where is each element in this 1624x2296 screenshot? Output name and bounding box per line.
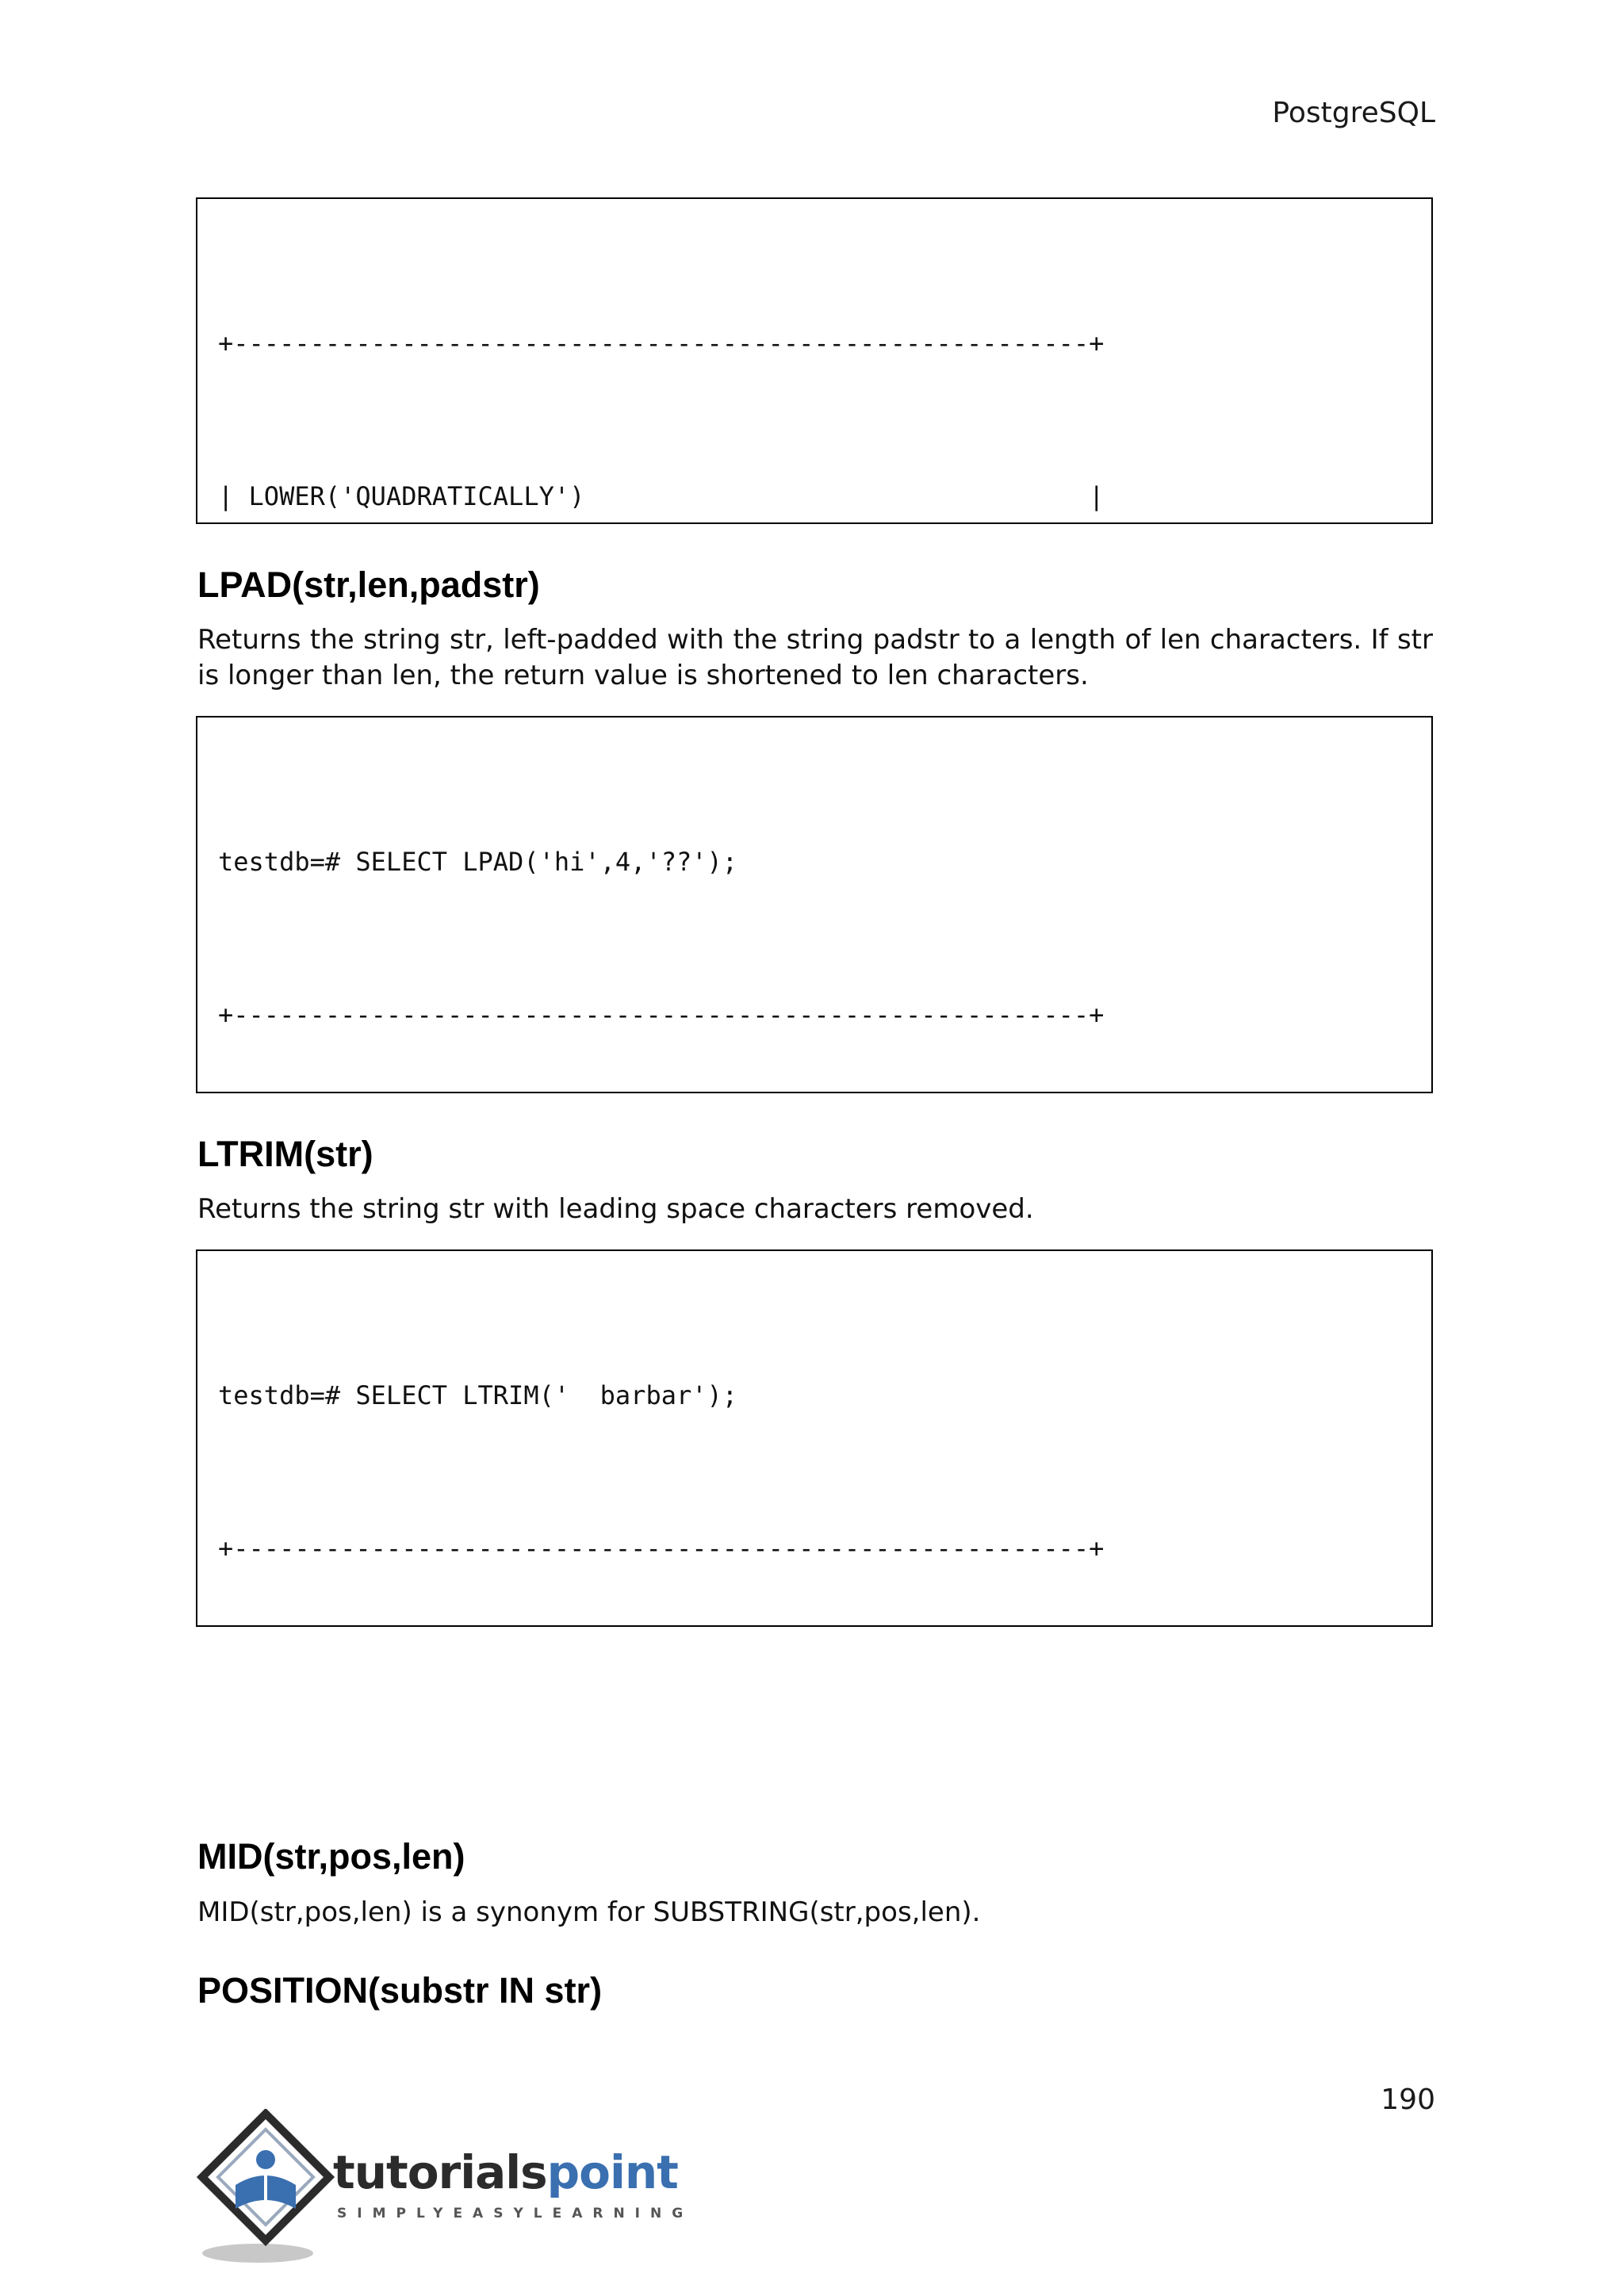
section-description-mid: MID(str,pos,len) is a synonym for SUBSTRING(str,pos,len). [197, 1896, 981, 1928]
section-heading-position: POSITION(substr IN str) [197, 1970, 603, 2011]
logo-diamond-icon [194, 2109, 337, 2267]
code-line: +--------------------------------------------------------+ [218, 1533, 1105, 1563]
code-block-lpad [196, 716, 1433, 1093]
tutorialspoint-logo [194, 2109, 694, 2267]
code-line: | LOWER('QUADRATICALLY') | [218, 480, 1105, 511]
code-line: +--------------------------------------------------------+ [218, 328, 1105, 358]
logo-wordmark: tutorialspoint [333, 2145, 678, 2199]
section-description-lpad: Returns the string str, left-padded with the string padstr to a length of len characters. If str is longer than len, the return value is shortened to len characters. [197, 624, 1433, 691]
code-line: +--------------------------------------------------------+ [218, 999, 1105, 1030]
page-number: 190 [1381, 2084, 1435, 2116]
code-line: testdb=# SELECT LTRIM(' barbar'); [218, 1380, 738, 1410]
running-header: PostgreSQL [1272, 97, 1435, 129]
logo-tagline: SIMPLYEASYLEARNING [337, 2206, 694, 2221]
section-heading-mid: MID(str,pos,len) [197, 1836, 465, 1877]
section-description-ltrim: Returns the string str with leading space characters removed. [197, 1193, 1034, 1225]
section-heading-lpad: LPAD(str,len,padstr) [197, 564, 540, 605]
code-block-lower [196, 197, 1433, 524]
code-block-ltrim [196, 1249, 1433, 1627]
code-line: testdb=# SELECT LPAD('hi',4,'??'); [218, 847, 738, 877]
section-heading-ltrim: LTRIM(str) [197, 1134, 373, 1174]
